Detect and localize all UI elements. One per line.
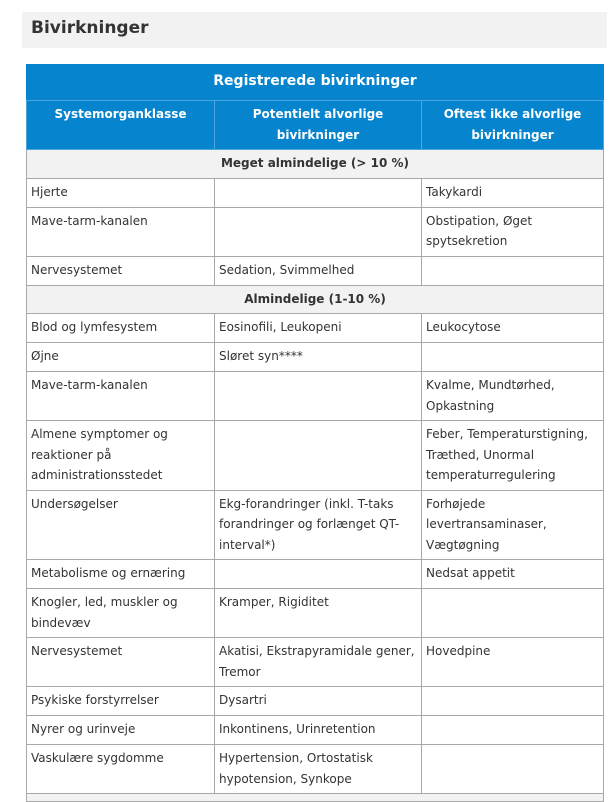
cell-serious [215,207,422,256]
cell-non-serious [422,716,604,745]
table-row [27,560,604,589]
table-row [27,745,604,794]
side-effects-table [26,64,604,802]
cell-organ: Undersøgelser [27,490,215,560]
cell-non-serious [422,256,604,285]
section-label: Meget almindelige (> 10 %) [27,150,604,179]
cell-organ: Almene symptomer og reaktioner på administrationsstedet [27,421,215,491]
cell-non-serious: Feber, Temperaturstigning, Træthed, Unormal temperaturregulering [422,421,604,491]
cell-serious: Hypertension, Ortostatisk hypotension, Synkope [215,745,422,794]
cell-non-serious: Forhøjede levertransaminaser, Vægtøgning [422,490,604,560]
cell-serious: Inkontinens, Urinretention [215,716,422,745]
cell-organ: Nervesystemet [27,638,215,687]
section-label: Almindelige (1-10 %) [27,285,604,314]
column-header-organ-class: Systemorganklasse [27,101,215,150]
cell-non-serious [422,343,604,372]
cell-non-serious: Obstipation, Øget spytsekretion [422,207,604,256]
cell-serious [215,421,422,491]
cell-serious [215,178,422,207]
column-header-non-serious: Oftest ikke alvorlige bivirkninger [422,101,604,150]
table-row [27,687,604,716]
cell-organ: Hjerte [27,178,215,207]
cell-non-serious [422,745,604,794]
cell-serious [215,560,422,589]
section-row-common [27,285,604,314]
next-section-cell [27,794,604,802]
table-row [27,207,604,256]
cell-organ: Øjne [27,343,215,372]
page-heading: Bivirkninger [31,18,149,38]
cell-organ: Vaskulære sygdomme [27,745,215,794]
cell-non-serious [422,589,604,638]
cell-organ: Blod og lymfesystem [27,314,215,343]
cell-non-serious: Kvalme, Mundtørhed, Opkastning [422,372,604,421]
side-effects-table-wrapper [26,64,603,802]
table-row [27,421,604,491]
cell-serious: Eosinofili, Leukopeni [215,314,422,343]
table-row [27,490,604,560]
cell-organ: Knogler, led, muskler og bindevæv [27,589,215,638]
cell-serious: Kramper, Rigiditet [215,589,422,638]
table-title-row [27,65,604,101]
cell-serious: Sedation, Svimmelhed [215,256,422,285]
cell-serious: Dysartri [215,687,422,716]
cell-organ: Psykiske forstyrrelser [27,687,215,716]
table-row [27,716,604,745]
cell-serious: Sløret syn**** [215,343,422,372]
cell-non-serious: Hovedpine [422,638,604,687]
table-row [27,178,604,207]
cell-serious [215,372,422,421]
cell-organ: Mave-tarm-kanalen [27,207,215,256]
cell-non-serious: Leukocytose [422,314,604,343]
cell-organ: Nervesystemet [27,256,215,285]
cell-non-serious: Takykardi [422,178,604,207]
table-row [27,372,604,421]
table-row [27,638,604,687]
column-header-serious: Potentielt alvorlige bivirkninger [215,101,422,150]
cell-serious: Ekg-forandringer (inkl. T-taks forandringer og forlænget QT-interval*) [215,490,422,560]
cell-organ: Metabolisme og ernæring [27,560,215,589]
table-row [27,256,604,285]
table-row [27,343,604,372]
next-section-row-partial [27,794,604,802]
cell-serious: Akatisi, Ekstrapyramidale gener, Tremor [215,638,422,687]
cell-non-serious [422,687,604,716]
table-title: Registrerede bivirkninger [27,65,604,101]
table-row [27,589,604,638]
table-row [27,314,604,343]
cell-organ: Nyrer og urinveje [27,716,215,745]
section-heading-band [22,12,607,48]
section-row-very-common [27,150,604,179]
table-column-header-row [27,101,604,150]
cell-organ: Mave-tarm-kanalen [27,372,215,421]
cell-non-serious: Nedsat appetit [422,560,604,589]
